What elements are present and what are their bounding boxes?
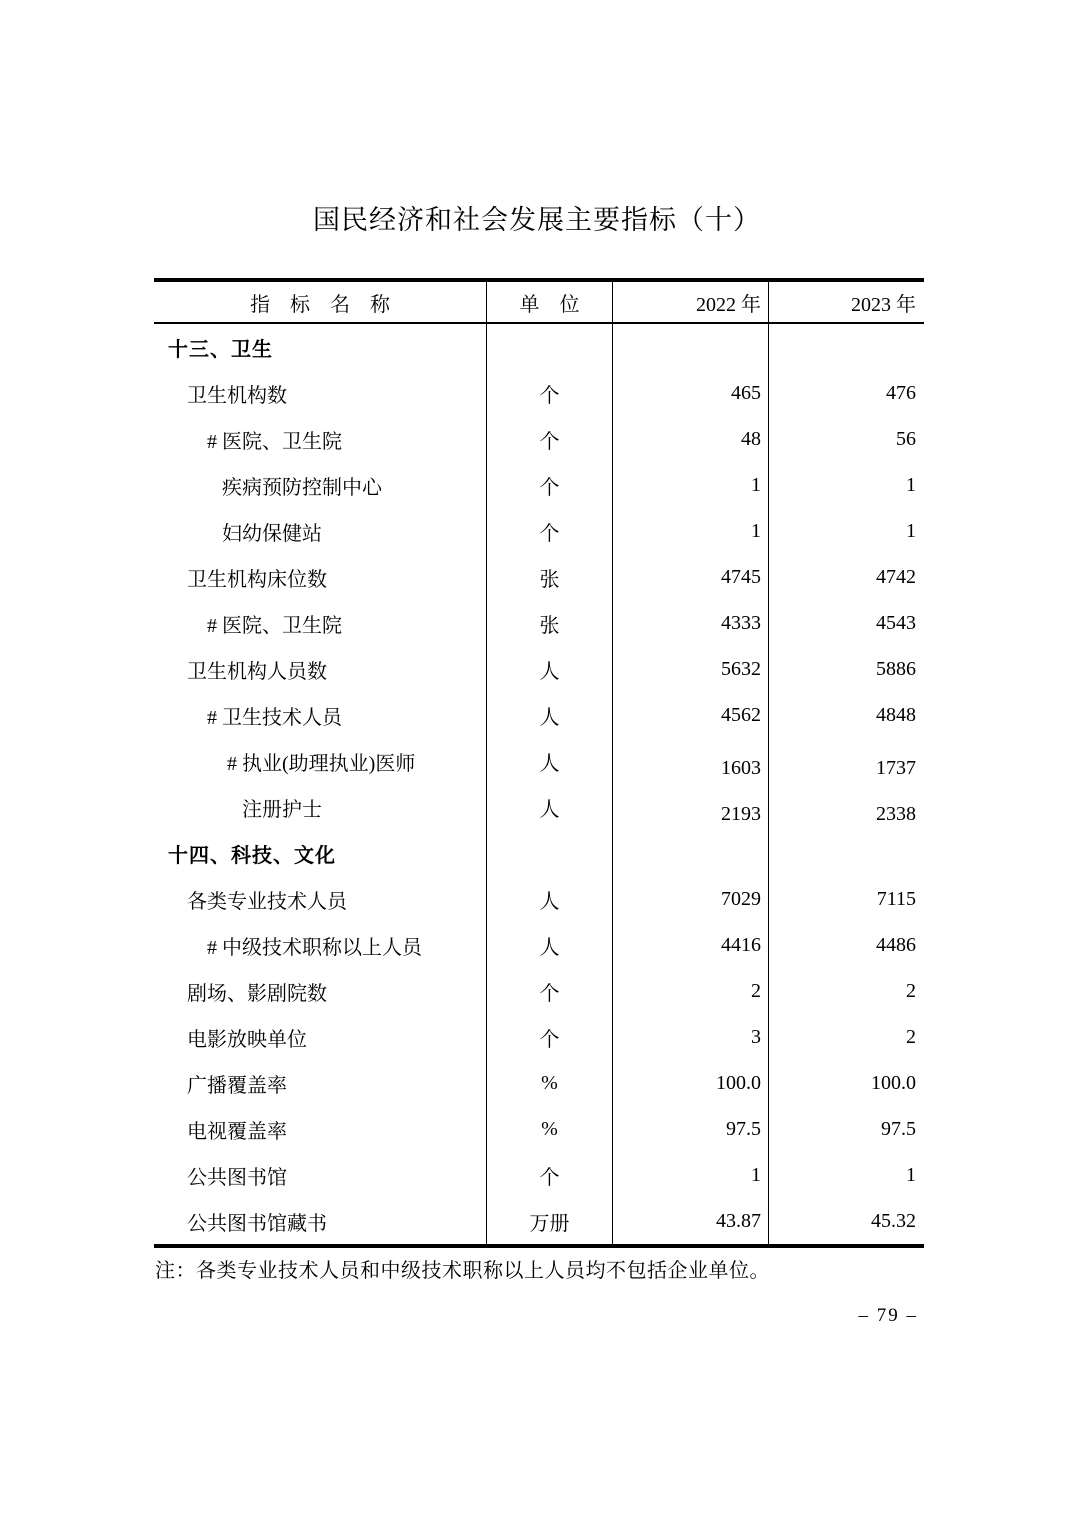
table-row: [154, 1198, 924, 1244]
page-title: 国民经济和社会发展主要指标（十）: [313, 205, 761, 235]
value-2023-text: 2: [906, 1025, 916, 1048]
unit-value-text: 人: [539, 936, 560, 959]
value-2023-text: 4742: [876, 565, 916, 588]
value-2023-text: 1: [906, 1163, 916, 1186]
unit-value: [487, 324, 613, 370]
indicator-label-text: # 医院、卫生院: [207, 430, 342, 453]
value-2022-text: 5632: [721, 657, 761, 680]
value-2022: [613, 876, 769, 922]
value-2022-text: 4562: [721, 703, 761, 726]
value-2022-text: 48: [741, 427, 761, 450]
table-row: [154, 922, 924, 968]
table-row: [154, 600, 924, 646]
table-row: [154, 370, 924, 416]
unit-value: [487, 784, 613, 830]
value-2023-text: 1737: [876, 756, 916, 779]
value-2022: [613, 784, 769, 830]
unit-value: [487, 508, 613, 554]
value-2022-text: 4745: [721, 565, 761, 588]
table-row: [154, 646, 924, 692]
table-row: [154, 554, 924, 600]
unit-value-text: 个: [539, 476, 560, 499]
indicator-label-text: 疾病预防控制中心: [222, 476, 382, 499]
value-2022: [613, 738, 769, 784]
unit-value-text: 个: [539, 430, 560, 453]
value-2023-text: 4543: [876, 611, 916, 634]
value-2023-text: 476: [886, 381, 916, 404]
unit-value-text: 人: [539, 798, 560, 821]
value-2023-text: 2338: [876, 802, 916, 825]
unit-value-text: 张: [539, 614, 560, 637]
indicator-label-text: # 执业(助理执业)医师: [227, 752, 416, 775]
indicator-label: [154, 1060, 487, 1106]
value-2023: [769, 784, 924, 830]
col-header-year-2022: 2022 年: [613, 282, 769, 322]
unit-value: [487, 922, 613, 968]
table-header-row: [154, 282, 924, 324]
indicator-label: [154, 324, 487, 370]
value-2022-text: 4416: [721, 933, 761, 956]
value-2022: [613, 462, 769, 508]
value-2022-text: 2: [751, 979, 761, 1002]
value-2023-text: 97.5: [881, 1117, 916, 1140]
value-2023: [769, 416, 924, 462]
indicator-label-text: 电影放映单位: [187, 1028, 307, 1051]
unit-value: [487, 968, 613, 1014]
table-row: [154, 784, 924, 830]
table-row: [154, 738, 924, 784]
unit-value: [487, 1198, 613, 1244]
value-2023: [769, 1060, 924, 1106]
indicator-label: [154, 1106, 487, 1152]
value-2023-text: 5886: [876, 657, 916, 680]
table-row: [154, 416, 924, 462]
value-2023: [769, 738, 924, 784]
unit-value-text: 个: [539, 1028, 560, 1051]
value-2023: [769, 968, 924, 1014]
indicator-label: [154, 784, 487, 830]
unit-value-text: 个: [539, 1166, 560, 1189]
indicator-label: [154, 738, 487, 784]
value-2023: [769, 462, 924, 508]
value-2022: [613, 370, 769, 416]
section-header-row: [154, 830, 924, 876]
value-2022-text: 465: [731, 381, 761, 404]
table-row: [154, 876, 924, 922]
value-2023-text: 56: [896, 427, 916, 450]
value-2023: [769, 830, 924, 876]
value-2023-text: 4848: [876, 703, 916, 726]
value-2022-text: 2193: [721, 802, 761, 825]
col-header-indicator-name: 指 标 名 称: [154, 282, 487, 322]
unit-value: [487, 1106, 613, 1152]
value-2022: [613, 1198, 769, 1244]
value-2023-text: 7115: [876, 887, 916, 910]
indicator-label: [154, 692, 487, 738]
indicator-label-text: 十四、科技、文化: [168, 844, 336, 867]
value-2022: [613, 692, 769, 738]
indicator-label: [154, 508, 487, 554]
indicator-label: [154, 830, 487, 876]
unit-value: [487, 830, 613, 876]
value-2023: [769, 1014, 924, 1060]
value-2023: [769, 1198, 924, 1244]
unit-value: [487, 738, 613, 784]
value-2023: [769, 646, 924, 692]
indicator-label-text: 十三、卫生: [168, 338, 273, 361]
indicator-label-text: # 医院、卫生院: [207, 614, 342, 637]
indicator-label-text: # 中级技术职称以上人员: [207, 936, 422, 959]
unit-value: [487, 646, 613, 692]
value-2022: [613, 508, 769, 554]
value-2023: [769, 370, 924, 416]
table-row: [154, 462, 924, 508]
value-2023: [769, 600, 924, 646]
table-row: [154, 508, 924, 554]
indicator-label: [154, 600, 487, 646]
indicator-label: [154, 922, 487, 968]
table-row: [154, 1106, 924, 1152]
value-2022: [613, 1060, 769, 1106]
value-2023-text: 2: [906, 979, 916, 1002]
value-2022: [613, 554, 769, 600]
indicator-label: [154, 646, 487, 692]
value-2023: [769, 554, 924, 600]
footnote: 注：各类专业技术人员和中级技术职称以上人员均不包括企业单位。: [155, 1260, 770, 1282]
unit-value: [487, 876, 613, 922]
value-2022-text: 43.87: [716, 1209, 761, 1232]
indicator-label: [154, 416, 487, 462]
value-2022: [613, 416, 769, 462]
value-2023-text: 4486: [876, 933, 916, 956]
indicator-label: [154, 1152, 487, 1198]
unit-value: [487, 370, 613, 416]
value-2023: [769, 922, 924, 968]
table-row: [154, 1060, 924, 1106]
value-2023-text: 1: [906, 519, 916, 542]
unit-value: [487, 416, 613, 462]
value-2022: [613, 922, 769, 968]
value-2022-text: 100.0: [716, 1071, 761, 1094]
table-row: [154, 692, 924, 738]
value-2023-text: 1: [906, 473, 916, 496]
value-2022: [613, 600, 769, 646]
indicator-label: [154, 1198, 487, 1244]
unit-value-text: 万册: [529, 1212, 570, 1235]
unit-value-text: 人: [539, 706, 560, 729]
value-2022: [613, 830, 769, 876]
table-body: [154, 324, 924, 1244]
indicator-label-text: # 卫生技术人员: [207, 706, 342, 729]
value-2022-text: 3: [751, 1025, 761, 1048]
value-2022-text: 1: [751, 1163, 761, 1186]
unit-value-text: 个: [539, 384, 560, 407]
value-2022-text: 4333: [721, 611, 761, 634]
indicator-label-text: 公共图书馆藏书: [187, 1212, 327, 1235]
indicator-label: [154, 968, 487, 1014]
unit-value: [487, 462, 613, 508]
table-row: [154, 968, 924, 1014]
value-2022: [613, 1106, 769, 1152]
value-2022: [613, 968, 769, 1014]
unit-value-text: %: [541, 1117, 558, 1140]
indicator-label-text: 公共图书馆: [187, 1166, 287, 1189]
unit-value-text: 人: [539, 752, 560, 775]
indicator-label-text: 卫生机构人员数: [187, 660, 327, 683]
unit-value-text: %: [541, 1071, 558, 1094]
value-2023: [769, 508, 924, 554]
indicator-label: [154, 554, 487, 600]
unit-value: [487, 600, 613, 646]
value-2022: [613, 646, 769, 692]
value-2022-text: 1603: [721, 756, 761, 779]
unit-value: [487, 692, 613, 738]
unit-value: [487, 1014, 613, 1060]
unit-value-text: 个: [539, 522, 560, 545]
indicator-label-text: 卫生机构数: [187, 384, 287, 407]
unit-value: [487, 1152, 613, 1198]
value-2022-text: 97.5: [726, 1117, 761, 1140]
value-2023: [769, 876, 924, 922]
indicator-label: [154, 1014, 487, 1060]
indicator-label-text: 电视覆盖率: [187, 1120, 287, 1143]
value-2023: [769, 692, 924, 738]
table-row: [154, 1014, 924, 1060]
unit-value-text: 张: [539, 568, 560, 591]
value-2023-text: 100.0: [871, 1071, 916, 1094]
section-header-row: [154, 324, 924, 370]
indicator-label-text: 妇幼保健站: [222, 522, 322, 545]
indicators-table: [154, 278, 924, 1248]
indicator-label-text: 剧场、影剧院数: [187, 982, 327, 1005]
page-number: – 79 –: [858, 1305, 918, 1326]
unit-value-text: 人: [539, 660, 560, 683]
value-2022: [613, 1014, 769, 1060]
value-2022: [613, 1152, 769, 1198]
unit-value-text: 人: [539, 890, 560, 913]
value-2023: [769, 1152, 924, 1198]
value-2023-text: 45.32: [871, 1209, 916, 1232]
indicator-label-text: 各类专业技术人员: [187, 890, 347, 913]
indicator-label: [154, 370, 487, 416]
table-row: [154, 1152, 924, 1198]
indicator-label-text: 注册护士: [242, 798, 322, 821]
value-2023: [769, 1106, 924, 1152]
unit-value: [487, 554, 613, 600]
value-2022-text: 7029: [721, 887, 761, 910]
value-2022-text: 1: [751, 473, 761, 496]
col-header-unit: 单 位: [487, 282, 613, 322]
value-2022: [613, 324, 769, 370]
col-header-year-2023: 2023 年: [851, 293, 916, 316]
indicator-label-text: 广播覆盖率: [187, 1074, 287, 1097]
value-2022-text: 1: [751, 519, 761, 542]
value-2023: [769, 324, 924, 370]
indicator-label-text: 卫生机构床位数: [187, 568, 327, 591]
unit-value-text: 个: [539, 982, 560, 1005]
indicator-label: [154, 876, 487, 922]
unit-value: [487, 1060, 613, 1106]
indicator-label: [154, 462, 487, 508]
